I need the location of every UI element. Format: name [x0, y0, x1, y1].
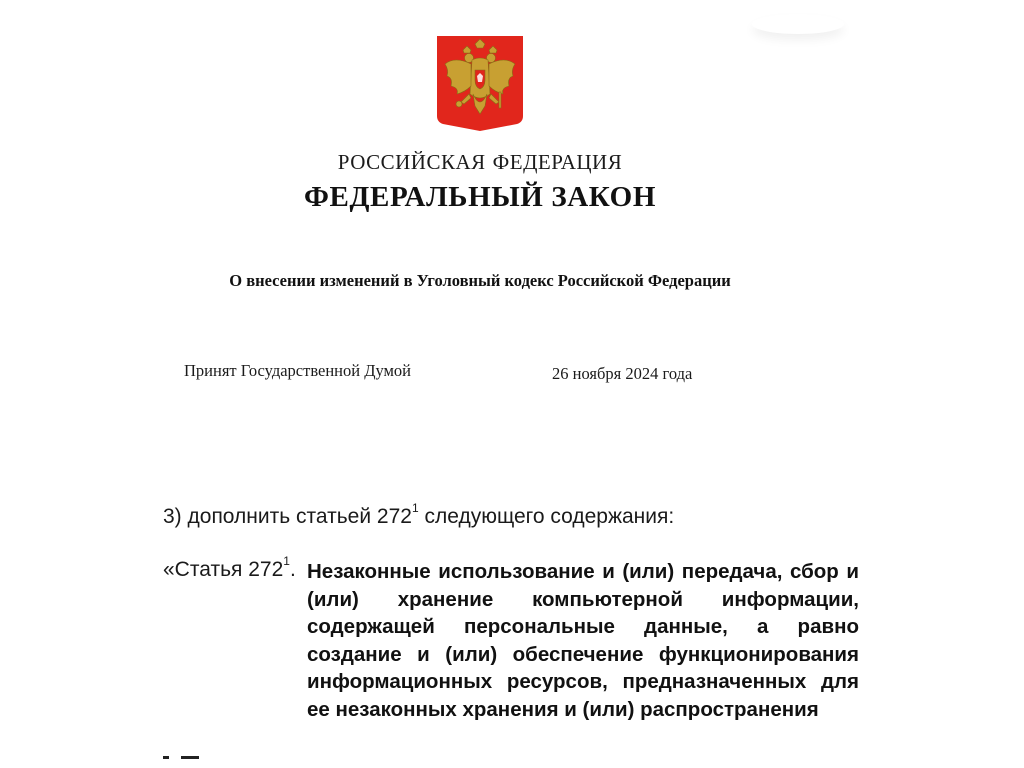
amendment-prefix: 3) дополнить статьей 272 [163, 505, 412, 528]
cutoff-text [163, 744, 223, 768]
country-word-1: РОССИЙСКАЯ [337, 150, 486, 174]
adoption-date: 26 ноября 2024 года [552, 364, 693, 383]
country-name [0, 150, 960, 175]
document-type: ФЕДЕРАЛЬНЫЙ ЗАКОН [304, 181, 656, 213]
article-prefix: «Статья 272 [163, 558, 284, 581]
amendment-suffix: следующего содержания: [418, 505, 675, 528]
coat-of-arms-icon [435, 34, 525, 132]
law-subject: О внесении изменений в Уголовный кодекс Российской Федерации [229, 271, 731, 290]
amendment-clause [163, 501, 675, 529]
article-title: Незаконные использование и (или) передача, сбор и (или) хранение компьютерной информации, содержащей персональные данные, а равно создание и (или) обеспечение функционирования информационных ресурсов, предназначенных для ее незаконных хранения и (или) распространения [307, 560, 859, 721]
article-superscript: 1 [283, 554, 290, 568]
article-suffix: . [289, 558, 296, 581]
article-reference [163, 554, 296, 582]
adopted-by: Принят Государственной Думой [184, 361, 412, 380]
country-word-2: ФЕДЕРАЦИЯ [492, 150, 623, 174]
scan-artifact [752, 14, 844, 34]
amendment-superscript: 1 [411, 501, 419, 515]
